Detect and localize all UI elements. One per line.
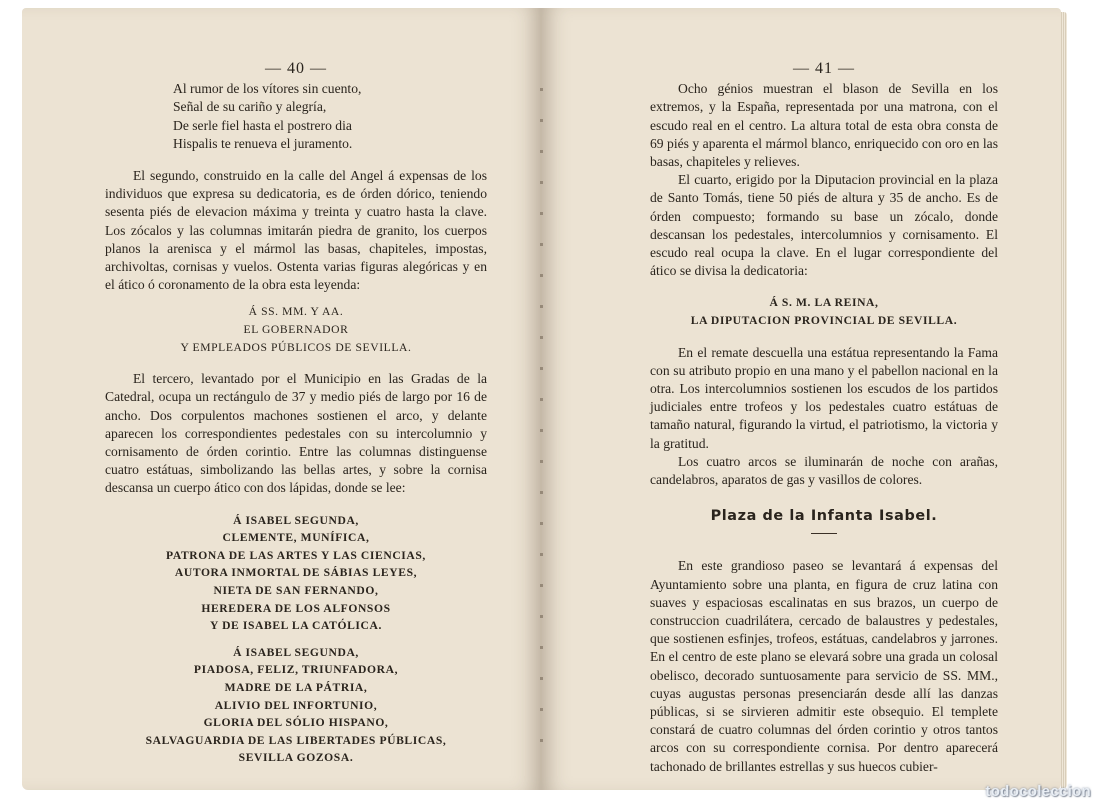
right-page-content: [650, 60, 998, 776]
right-page: [541, 8, 1061, 790]
inscription-line: Á ISABEL SEGUNDA,: [233, 513, 359, 527]
dedication-line: Á S. M. LA REINA,: [769, 296, 879, 310]
section-title: Plaza de la Infanta Isabel.: [710, 508, 938, 525]
inscription-line: PIADOSA, FELIZ, TRIUNFADORA,: [193, 663, 399, 677]
verse-line: De serle fiel hasta el postrero dia: [173, 117, 352, 133]
inscription-line: ALIVIO DEL INFORTUNIO,: [214, 698, 378, 712]
paragraph-segundo: El segundo, construido en la calle del Angel á expensas de los individuos que expresa su dedicatoria, es de órden dórico, teniendo sesenta piés de elevacion máxima y treinta y cuatro hasta la clave. Los zócalos y las columnas imitarán piedra de granito, los cuerpos planos la arenisca y el mármol las basas, chapiteles, impostas, archivoltas, cornisas y vuelos. Ostenta varias figuras alegóricas y en el ático ó coronamento de la obra esta leyenda:: [105, 168, 487, 293]
inscription-line: MADRE DE LA PÁTRIA,: [224, 680, 368, 694]
paragraph-arcos: Los cuatro arcos se iluminarán de noche con arañas, candelabros, aparatos de gas y vasillos de colores.: [650, 453, 998, 488]
inscription-line: Y DE ISABEL LA CATÓLICA.: [210, 619, 382, 633]
inscription-line: Á ISABEL SEGUNDA,: [233, 645, 359, 659]
inscription-line: NIETA DE SAN FERNANDO,: [213, 584, 379, 598]
paragraph-cuarto: El cuarto, erigido por la Diputacion provincial en la plaza de Santo Tomás, tiene 50 piés de altura y 35 de ancho. Es de órden compuesto; formando su base un zócalo, donde descansan los pedestales, intercolumnios y cornisamento. El escudo real ocupa la clave. En el lugar correspondiente del ático se divisa la dedicatoria:: [650, 172, 998, 279]
dedication-reina: [650, 294, 998, 329]
paragraph-tercero: El tercero, levantado por el Municipio en las Gradas de la Catedral, ocupa un rectángulo de 37 y medio piés de largo por 16 de ancho. Dos corpulentos machones sostienen el arco, y delante aparecen los correspondientes pedestales con su intercolumnio y cornisamento de órden corintio. Entre las columnas distinguense cuatro estátuas, simbolizando las bellas artes, y sobre la cornisa descansa un cuerpo ático con dos lápidas, donde se lee:: [105, 371, 487, 496]
inscription-two: [105, 644, 487, 767]
verse-line: Señal de su cariño y alegría,: [173, 99, 327, 115]
left-page-content: [105, 60, 487, 767]
watermark-logo: todocoleccion: [985, 783, 1091, 800]
dedication-gobernador: [105, 303, 487, 356]
inscription-line: CLEMENTE, MUNÍFICA,: [222, 531, 370, 545]
verse-line: Al rumor de los vítores sin cuento,: [173, 81, 362, 97]
dedication-line: Á SS. MM. Y AA.: [248, 305, 344, 319]
inscription-line: AUTORA INMORTAL DE SÁBIAS LEYES,: [174, 566, 418, 580]
dedication-line: Y EMPLEADOS PÚBLICOS DE SEVILLA.: [180, 340, 412, 354]
inscription-line: GLORIA DEL SÓLIO HISPANO,: [203, 716, 389, 730]
verse-line: Hispalis te renueva el juramento.: [173, 135, 353, 151]
dedication-line: LA DIPUTACION PROVINCIAL DE SEVILLA.: [690, 314, 958, 328]
inscription-line: HEREDERA DE LOS ALFONSOS: [201, 601, 391, 615]
dedication-line: EL GOBERNADOR: [243, 323, 349, 337]
page-number-right: — 41 —: [793, 60, 855, 77]
verse-stanza: [173, 80, 487, 153]
left-page: [22, 8, 541, 790]
paragraph-genios: Ocho génios muestran el blason de Sevilla en los extremos, y la España, representada por una matrona, con el escudo real en el centro. La altura total de esta obra consta de 69 piés y aparenta el mármol blanco, enriquecido con oro en las basas, chapiteles y relieves.: [650, 81, 998, 170]
paragraph-remate: En el remate descuella una estátua representando la Fama con su atributo propio en una mano y el pabellon nacional en la otra. Los intercolumnios sostienen los escudos de los partidos judiciales entre trofeos y los pedestales cuatro estátuas de tamaño natural, figurando la virtud, el patriotismo, la victoria y la gratitud.: [650, 344, 998, 451]
inscription-line: SALVAGUARDIA DE LAS LIBERTADES PÚBLICAS,: [145, 733, 447, 747]
inscription-line: SEVILLA GOZOSA.: [238, 751, 354, 765]
paragraph-plaza: En este grandioso paseo se levantará á expensas del Ayuntamiento sobre una planta, en figura de cruz latina con suaves y espaciosas escalinatas en sus brazos, un cuerpo de construccion cuadrilátera, cercado de balaustres y pedestales, que sostienen esfinjes, trofeos, estátuas, candelabros y jarrones. En el centro de este plano se elevará sobre una grada un colosal obelisco, decorado suntuosamente para servicio de SS. MM., cuyas augustas personas presenciarán desde allí las danzas públicas, si se sirvieren admitir este obsequio. El templete constará de cuatro columnas del órden corintio y otros tantos arcos con su correspondiente cornisa. Por dentro aparecerá tachonado de brillantes estrellas y sus huecos cubier-: [650, 558, 998, 774]
page-number-left: — 40 —: [265, 60, 327, 77]
inscription-one: [105, 512, 487, 635]
page-edges: [1061, 12, 1067, 788]
inscription-line: PATRONA DE LAS ARTES Y LAS CIENCIAS,: [166, 548, 426, 562]
binding-gutter: [540, 60, 543, 760]
